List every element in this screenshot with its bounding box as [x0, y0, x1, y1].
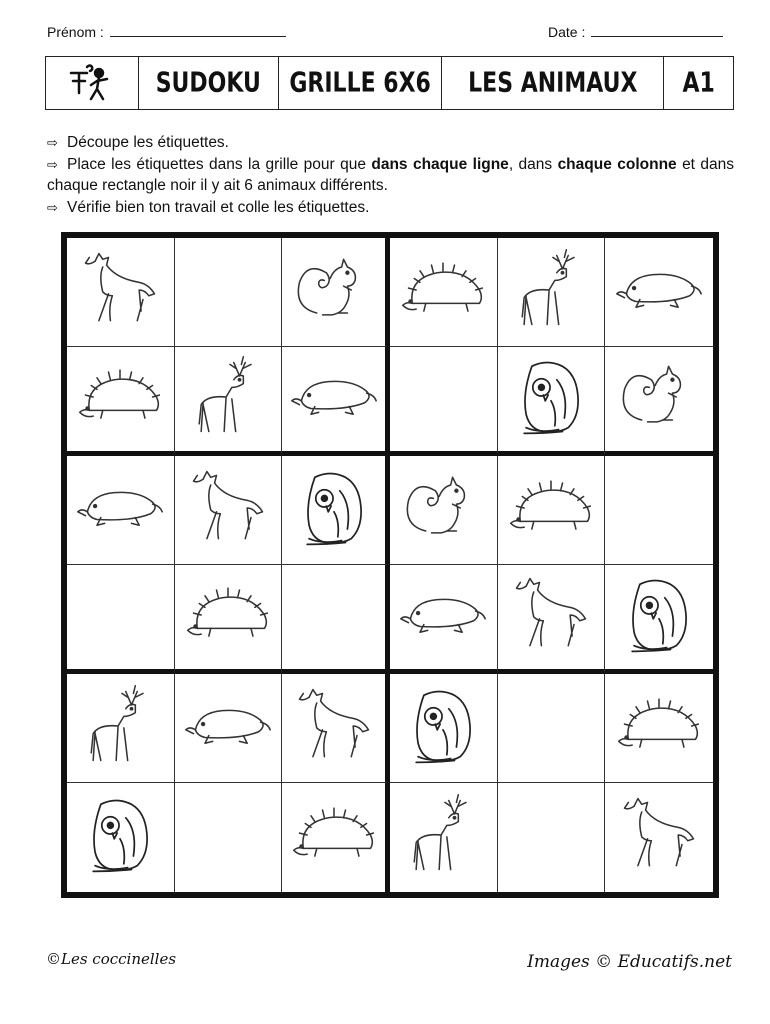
owl-icon: [74, 789, 166, 886]
grid-cell: [175, 456, 283, 565]
grid-cell: [605, 674, 713, 783]
grid-cell: [498, 456, 606, 565]
instructions: [47, 132, 734, 218]
arrow-icon: ⇨: [47, 156, 58, 172]
grid-cell: [390, 674, 498, 783]
mole-icon: [288, 351, 380, 448]
instruction-text: chaque colonne: [557, 155, 677, 173]
grid-cell: [282, 238, 390, 347]
instruction-text: Place les étiquettes dans la grille pour que: [67, 155, 372, 173]
grid-cell: [605, 783, 713, 892]
empty-grid-cell: [67, 565, 175, 674]
grid-cell: [282, 674, 390, 783]
footer-credit-right: Images © Educatifs.net: [527, 952, 732, 972]
logo-icon: [46, 57, 139, 109]
grid-cell: [282, 456, 390, 565]
grid-cell: [498, 238, 606, 347]
squirrel-icon: [613, 351, 705, 448]
grid-cell: [175, 674, 283, 783]
prenom-field: [47, 24, 286, 40]
grid-cell: [175, 347, 283, 456]
arrow-icon: ⇨: [47, 199, 58, 215]
prenom-label: Prénom :: [47, 24, 104, 40]
grid-cell: [282, 783, 390, 892]
hedgehog-icon: [613, 680, 705, 777]
instruction-line: [47, 132, 734, 154]
empty-grid-cell: [175, 238, 283, 347]
empty-grid-cell: [175, 783, 283, 892]
title-sudoku: SUDOKU: [139, 57, 279, 109]
grid-cell: [175, 565, 283, 674]
deer-icon: [505, 244, 597, 341]
instruction-text: , dans: [508, 155, 558, 173]
hedgehog-icon: [288, 789, 380, 886]
title-animaux: LES ANIMAUX: [442, 57, 664, 109]
instruction-line: [47, 197, 734, 219]
wolf-icon: [288, 680, 380, 777]
grid-cell: [67, 347, 175, 456]
grid-cell: [498, 347, 606, 456]
empty-grid-cell: [282, 565, 390, 674]
wolf-icon: [182, 462, 274, 559]
mole-icon: [74, 462, 166, 559]
grid-cell: [390, 783, 498, 892]
arrow-icon: ⇨: [47, 135, 58, 150]
empty-grid-cell: [605, 456, 713, 565]
date-blank-line: [591, 24, 723, 37]
sudoku-grid: [61, 232, 719, 898]
grid-cell: [498, 565, 606, 674]
wolf-icon: [505, 569, 597, 666]
mole-icon: [182, 680, 274, 777]
instruction-text: Vérifie bien ton travail et colle les étiquettes.: [67, 198, 370, 216]
empty-grid-cell: [498, 783, 606, 892]
grid-cell: [605, 565, 713, 674]
title-level: A1: [682, 67, 715, 99]
hedgehog-icon: [74, 351, 166, 448]
owl-icon: [505, 351, 597, 448]
mole-icon: [397, 569, 489, 666]
prenom-blank-line: [110, 24, 286, 37]
wolf-icon: [74, 244, 166, 341]
grid-cell: [67, 238, 175, 347]
grid-cell: [282, 347, 390, 456]
hedgehog-icon: [505, 462, 597, 559]
deer-icon: [397, 789, 489, 886]
grid-cell: [390, 456, 498, 565]
date-label: Date :: [548, 24, 586, 40]
grid-cell: [390, 565, 498, 674]
grid-cell: [390, 238, 498, 347]
grid-cell: [67, 456, 175, 565]
instruction-text: Découpe les étiquettes.: [67, 134, 229, 151]
owl-icon: [288, 462, 380, 559]
empty-grid-cell: [498, 674, 606, 783]
hedgehog-icon: [397, 244, 489, 341]
hedgehog-icon: [182, 569, 274, 666]
date-field: [548, 24, 723, 40]
empty-grid-cell: [390, 347, 498, 456]
grid-cell: [605, 347, 713, 456]
squirrel-icon: [397, 462, 489, 559]
deer-icon: [74, 680, 166, 777]
grid-cell: [605, 238, 713, 347]
squirrel-icon: [288, 244, 380, 341]
title-bar: [45, 56, 734, 110]
footer-credit-left: ©Les coccinelles: [46, 950, 177, 968]
instruction-text: et dans chaque rectangle noir il y ait 6 animaux différents.: [47, 155, 735, 194]
wolf-icon: [613, 789, 705, 886]
grid-cell: [67, 674, 175, 783]
mole-icon: [613, 244, 705, 341]
grid-cell: [67, 783, 175, 892]
deer-icon: [182, 351, 274, 448]
instruction-line: [47, 154, 734, 197]
owl-icon: [613, 569, 705, 666]
title-grille: GRILLE 6X6: [279, 57, 442, 109]
owl-icon: [397, 680, 489, 777]
instruction-text: dans chaque ligne: [371, 155, 509, 173]
